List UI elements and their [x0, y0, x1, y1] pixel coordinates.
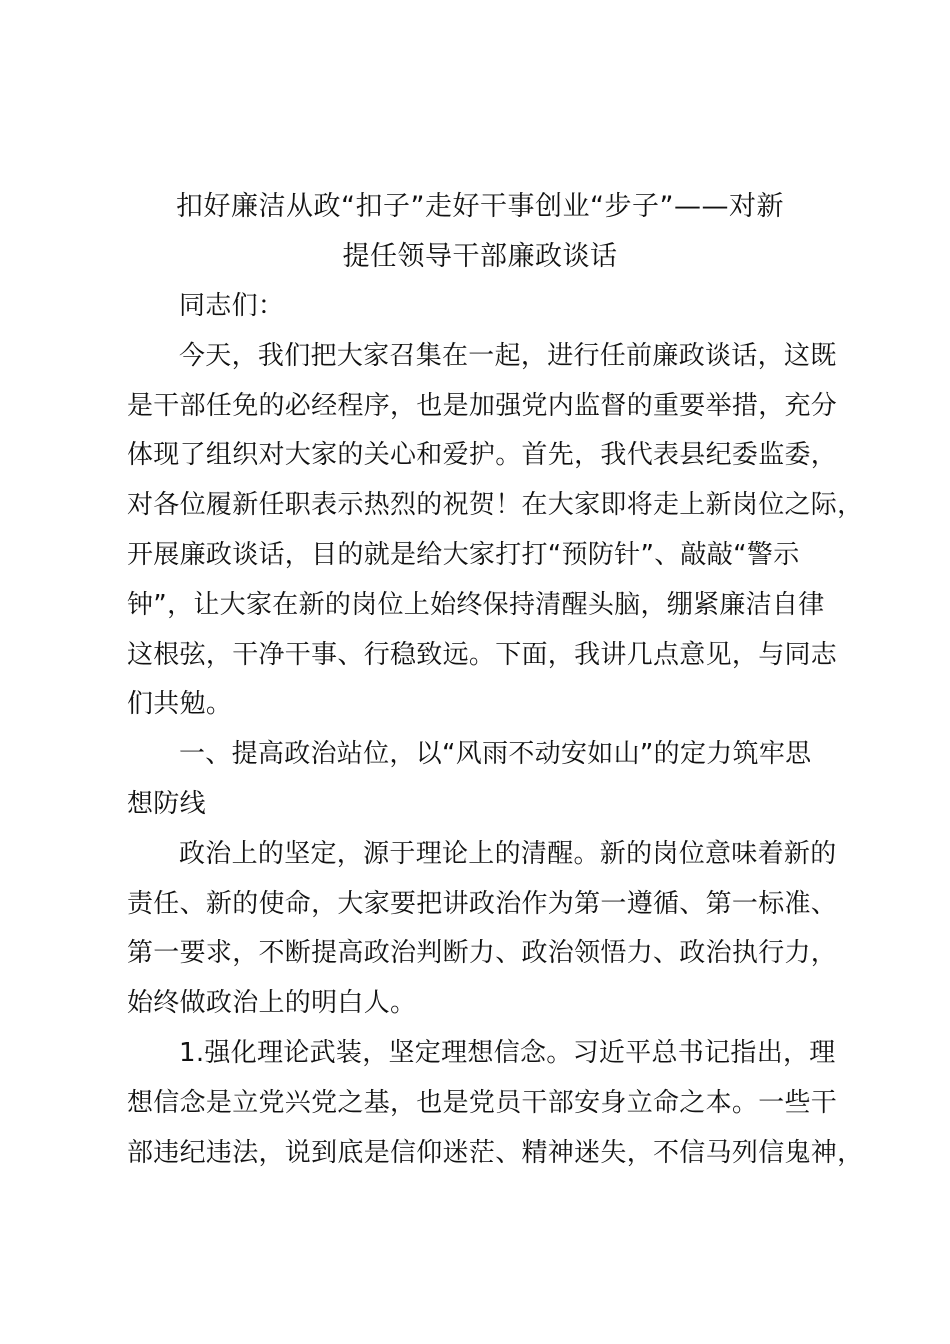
text-line: 第一要求，不断提高政治判断力、政治领悟力、政治执行力， — [127, 938, 838, 969]
title-line-2: 提任领导干部廉政谈话 — [342, 241, 618, 272]
text-line: 责任、新的使命，大家要把讲政治作为第一遵循、第一标准、 — [127, 888, 838, 919]
text-line: 这根弦，干净干事、行稳致远。下面，我讲几点意见，与同志 — [127, 639, 838, 670]
text-line: 们共勉。 — [127, 689, 233, 720]
text-line: 开展廉政谈话，目的就是给大家打打“预防针”、敲敲“警示 — [127, 539, 800, 570]
text-line: 想信念是立党兴党之基，也是党员干部安身立命之本。一些干 — [127, 1087, 838, 1118]
text-line: 想防线 — [127, 788, 206, 819]
text-line: 部违纪违法，说到底是信仰迷茫、精神迷失，不信马列信鬼神， — [127, 1137, 864, 1168]
text-line: 政治上的坚定，源于理论上的清醒。新的岗位意味着新的 — [179, 838, 837, 869]
text-line: 1.强化理论武装，坚定理想信念。习近平总书记指出，理 — [179, 1037, 836, 1068]
text-line: 今天，我们把大家召集在一起，进行任前廉政谈话，这既 — [179, 340, 837, 371]
document-body — [127, 282, 864, 1178]
text-line: 体现了组织对大家的关心和爱护。首先，我代表县纪委监委， — [127, 440, 838, 471]
text-line: 同志们： — [179, 291, 285, 321]
text-line: 钟”，让大家在新的岗位上始终保持清醒头脑，绷紧廉洁自律 — [127, 589, 825, 620]
text-line: 对各位履新任职表示热烈的祝贺！在大家即将走上新岗位之际， — [127, 490, 864, 521]
text-line: 一、提高政治站位，以“风雨不动安如山”的定力筑牢思 — [179, 739, 812, 770]
document-title — [110, 182, 850, 282]
text-line: 始终做政治上的明白人。 — [127, 988, 417, 1019]
text-line: 是干部任免的必经程序，也是加强党内监督的重要举措，充分 — [127, 390, 838, 421]
title-line-1: 扣好廉洁从政“扣子”走好干事创业“步子”——对新 — [176, 191, 784, 222]
